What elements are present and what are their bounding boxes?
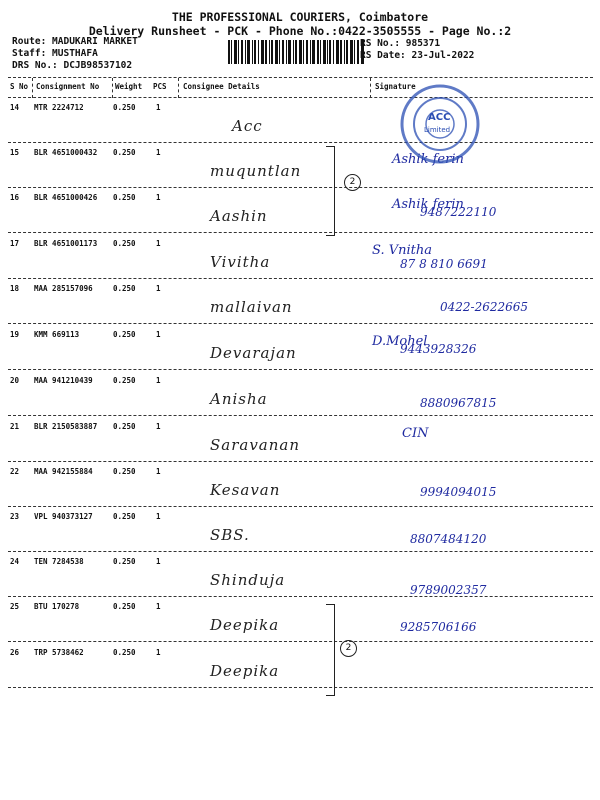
table-row [0, 324, 600, 370]
stamp-subtext: Limited [424, 126, 451, 134]
table-row [0, 370, 600, 416]
pieces: 1 [156, 602, 161, 611]
weight: 0.250 [113, 193, 136, 202]
consignee-name: Aashin [210, 207, 268, 225]
consignee-name: muquntlan [210, 162, 302, 180]
col-header-signature: Signature [375, 82, 416, 91]
signature-phone: 9443928326 [400, 342, 477, 356]
consignment-number: BLR 4651000432 [34, 148, 98, 157]
signature-text: Ashik ferin [392, 152, 464, 167]
pieces: 1 [156, 330, 161, 339]
group-bracket [326, 604, 335, 696]
signature-phone: 9994094015 [420, 485, 497, 499]
pieces: 1 [156, 557, 161, 566]
group-count-b: 2 [340, 640, 357, 657]
consignment-number: MTR 2224712 [34, 103, 84, 112]
weight: 0.250 [113, 148, 136, 157]
signature-cell [372, 559, 592, 597]
consignment-number: TEN 7284538 [34, 557, 84, 566]
consignee-name: Deepika [210, 662, 280, 680]
table-row [0, 142, 600, 188]
staff: Staff: MUSTHAFA [12, 48, 98, 59]
consignee-name: SBS. [210, 526, 250, 544]
serial-number: 19 [10, 330, 20, 339]
weight: 0.250 [113, 284, 136, 293]
pieces: 1 [156, 239, 161, 248]
table-row [0, 233, 600, 279]
signature-cell [372, 241, 592, 275]
table-row [0, 187, 600, 233]
header-top-rule [8, 77, 593, 78]
serial-number: 25 [10, 602, 20, 611]
rs-date: RS Date: 23-Jul-2022 [360, 50, 475, 61]
pieces: 1 [156, 376, 161, 385]
consignee-name: Deepika [210, 616, 280, 634]
consignment-number: BLR 4651001173 [34, 239, 98, 248]
signature-phone: 0422-2622665 [440, 300, 529, 314]
acc-stamp-icon [398, 82, 482, 166]
table-row [0, 97, 600, 143]
consignment-number: MAA 285157096 [34, 284, 93, 293]
serial-number: 24 [10, 557, 20, 566]
signature-cell [372, 378, 592, 412]
stamp-text: ACC [428, 112, 451, 123]
group-count-a: 2 [344, 174, 361, 191]
signature-phone: 8880967815 [420, 396, 497, 410]
rs-number: RS No.: 985371 [360, 38, 441, 49]
table-row [0, 416, 600, 462]
pieces: 1 [156, 467, 161, 476]
row-rule [8, 687, 593, 688]
col-divider [32, 78, 33, 98]
col-header-consignee: Consignee Details [183, 82, 260, 91]
consignment-number: TRP 5738462 [34, 648, 84, 657]
signature-cell [372, 650, 592, 684]
signature-cell [372, 332, 592, 366]
signature-text: Ashik ferin [392, 197, 464, 212]
group-bracket [326, 146, 335, 236]
serial-number: 18 [10, 284, 20, 293]
consignee-name: Acc [232, 117, 263, 135]
consignee-name: mallaivan [210, 298, 293, 316]
drs-number: DRS No.: DCJB98537102 [12, 60, 133, 71]
signature-phone: 9487222110 [420, 205, 497, 219]
weight: 0.250 [113, 512, 136, 521]
signature-phone: 9789002357 [410, 583, 487, 597]
pieces: 1 [156, 103, 161, 112]
table-row [0, 506, 600, 552]
signature-cell [372, 514, 592, 548]
consignment-number: BTU 170278 [34, 602, 80, 611]
signature-cell [372, 195, 592, 229]
col-header-pcs: PCS [153, 82, 167, 91]
weight: 0.250 [113, 602, 136, 611]
weight: 0.250 [113, 330, 136, 339]
signature-cell [372, 424, 592, 458]
table-row [0, 596, 600, 642]
consignee-name: Devarajan [210, 344, 297, 362]
rs-info [360, 38, 474, 62]
consignee-name: Vivitha [210, 253, 271, 271]
signature-phone: 9285706166 [400, 620, 477, 634]
consignment-number: MAA 942155884 [34, 467, 93, 476]
col-header-sno: S No [10, 82, 29, 91]
weight: 0.250 [113, 467, 136, 476]
signature-phone: 8807484120 [410, 532, 487, 546]
col-divider [112, 78, 113, 98]
serial-number: 16 [10, 193, 20, 202]
serial-number: 21 [10, 422, 20, 431]
serial-number: 14 [10, 103, 20, 112]
signature-cell [372, 604, 592, 638]
col-divider [178, 78, 179, 98]
signature-cell [372, 286, 592, 320]
pieces: 1 [156, 512, 161, 521]
table-row [0, 642, 600, 688]
serial-number: 22 [10, 467, 20, 476]
consignment-number: MAA 941210439 [34, 376, 93, 385]
pieces: 1 [156, 193, 161, 202]
col-header-consignment: Consignment No [36, 82, 100, 91]
route: Route: MADUKARI MARKET [12, 36, 138, 47]
weight: 0.250 [113, 422, 136, 431]
consignment-number: BLR 2150583887 [34, 422, 98, 431]
consignment-number: KMM 669113 [34, 330, 80, 339]
pieces: 1 [156, 148, 161, 157]
weight: 0.250 [113, 103, 136, 112]
consignment-number: VPL 940373127 [34, 512, 93, 521]
serial-number: 23 [10, 512, 20, 521]
route-info [12, 36, 138, 72]
table-row [0, 278, 600, 324]
pieces: 1 [156, 284, 161, 293]
runsheet-subtitle: Delivery Runsheet - PCK - Phone No.:0422-3505555 - Page No.:2 [88, 24, 512, 38]
signature-phone: 87 8 810 6691 [400, 257, 488, 271]
signature-cell [372, 469, 592, 503]
consignee-name: Shinduja [210, 571, 286, 589]
consignee-name: Saravanan [210, 436, 301, 454]
consignee-name: Kesavan [210, 481, 281, 499]
barcode-icon [228, 40, 364, 64]
serial-number: 20 [10, 376, 20, 385]
pieces: 1 [156, 648, 161, 657]
signature-text: D.Mohel [372, 334, 428, 349]
serial-number: 15 [10, 148, 20, 157]
table-row [0, 551, 600, 597]
signature-text: CIN [402, 426, 429, 441]
consignment-number: BLR 4651000426 [34, 193, 98, 202]
weight: 0.250 [113, 557, 136, 566]
pieces: 1 [156, 422, 161, 431]
col-divider [370, 78, 371, 98]
weight: 0.250 [113, 376, 136, 385]
weight: 0.250 [113, 239, 136, 248]
consignee-name: Anisha [210, 390, 268, 408]
company-title: THE PROFESSIONAL COURIERS, Coimbatore [171, 10, 429, 24]
serial-number: 26 [10, 648, 20, 657]
col-header-weight: Weight [115, 82, 143, 91]
weight: 0.250 [113, 648, 136, 657]
signature-text: S. Vnitha [372, 243, 432, 258]
serial-number: 17 [10, 239, 20, 248]
table-row [0, 461, 600, 507]
